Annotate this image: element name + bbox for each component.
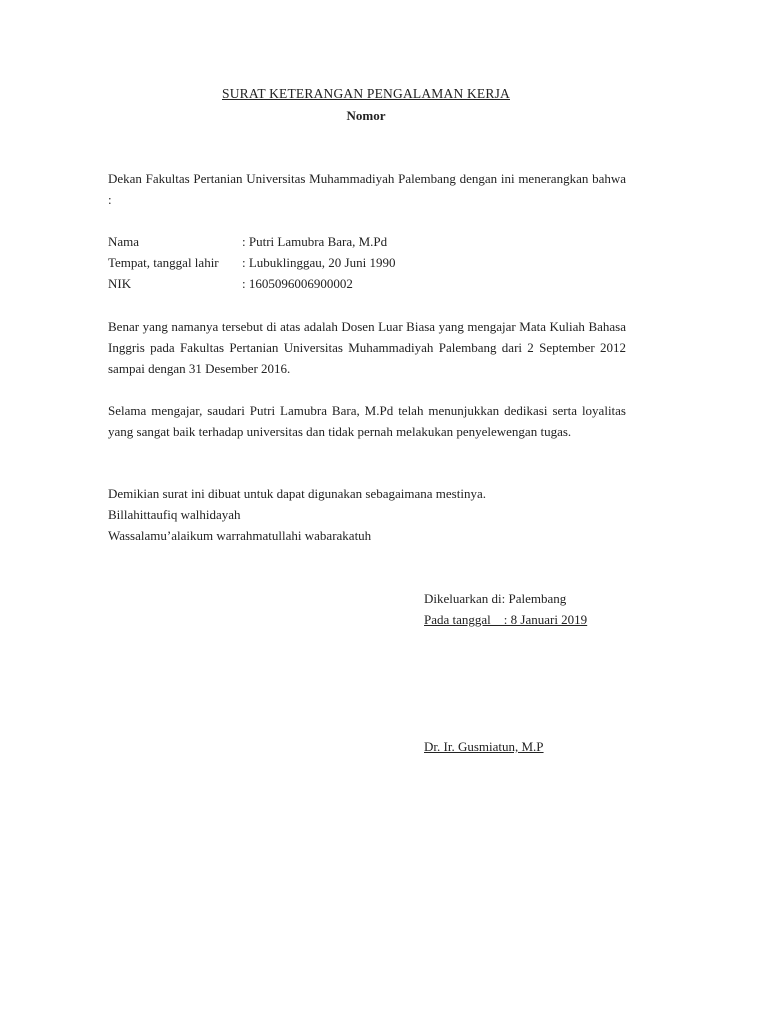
issued-place: Dikeluarkan di: Palembang (424, 591, 567, 606)
letter-number-label: Nomor (346, 108, 386, 123)
signer-name: Dr. Ir. Gusmiatun, M.P (424, 739, 544, 754)
field-birth-value: : Lubuklinggau, 20 Juni 1990 (242, 255, 396, 270)
closing-greeting: Wassalamu’alaikum warrahmatullahi wabarakatuh (108, 528, 372, 543)
closing-blessing: Billahittaufiq walhidayah (108, 507, 241, 522)
field-birth-label: Tempat, tanggal lahir (108, 255, 219, 270)
closing-statement: Demikian surat ini dibuat untuk dapat digunakan sebagaimana mestinya. (108, 486, 486, 501)
field-name-label: Nama (108, 234, 140, 249)
field-nik-label: NIK (108, 276, 132, 291)
issued-date: Pada tanggal : 8 Januari 2019 (424, 612, 588, 627)
intro-paragraph: Dekan Fakultas Pertanian Universitas Muhammadiyah Palembang dengan ini menerangkan bahwa : (108, 171, 626, 207)
employment-paragraph: Benar yang namanya tersebut di atas adalah Dosen Luar Biasa yang mengajar Mata Kuliah Bahasa Inggris pada Fakultas Pertanian Universitas Muhammadiyah Palembang dari 2 September 2012 sampai dengan 31 Desember 2016. (108, 319, 626, 376)
letter-title: SURAT KETERANGAN PENGALAMAN KERJA (222, 86, 510, 101)
field-nik-value: : 1605096006900002 (242, 276, 353, 291)
field-name-value: : Putri Lamubra Bara, M.Pd (242, 234, 388, 249)
dedication-paragraph: Selama mengajar, saudari Putri Lamubra Bara, M.Pd telah menunjukkan dedikasi serta loyalitas yang sangat baik terhadap universitas dan tidak pernah melakukan penyelewengan tugas. (108, 403, 626, 439)
